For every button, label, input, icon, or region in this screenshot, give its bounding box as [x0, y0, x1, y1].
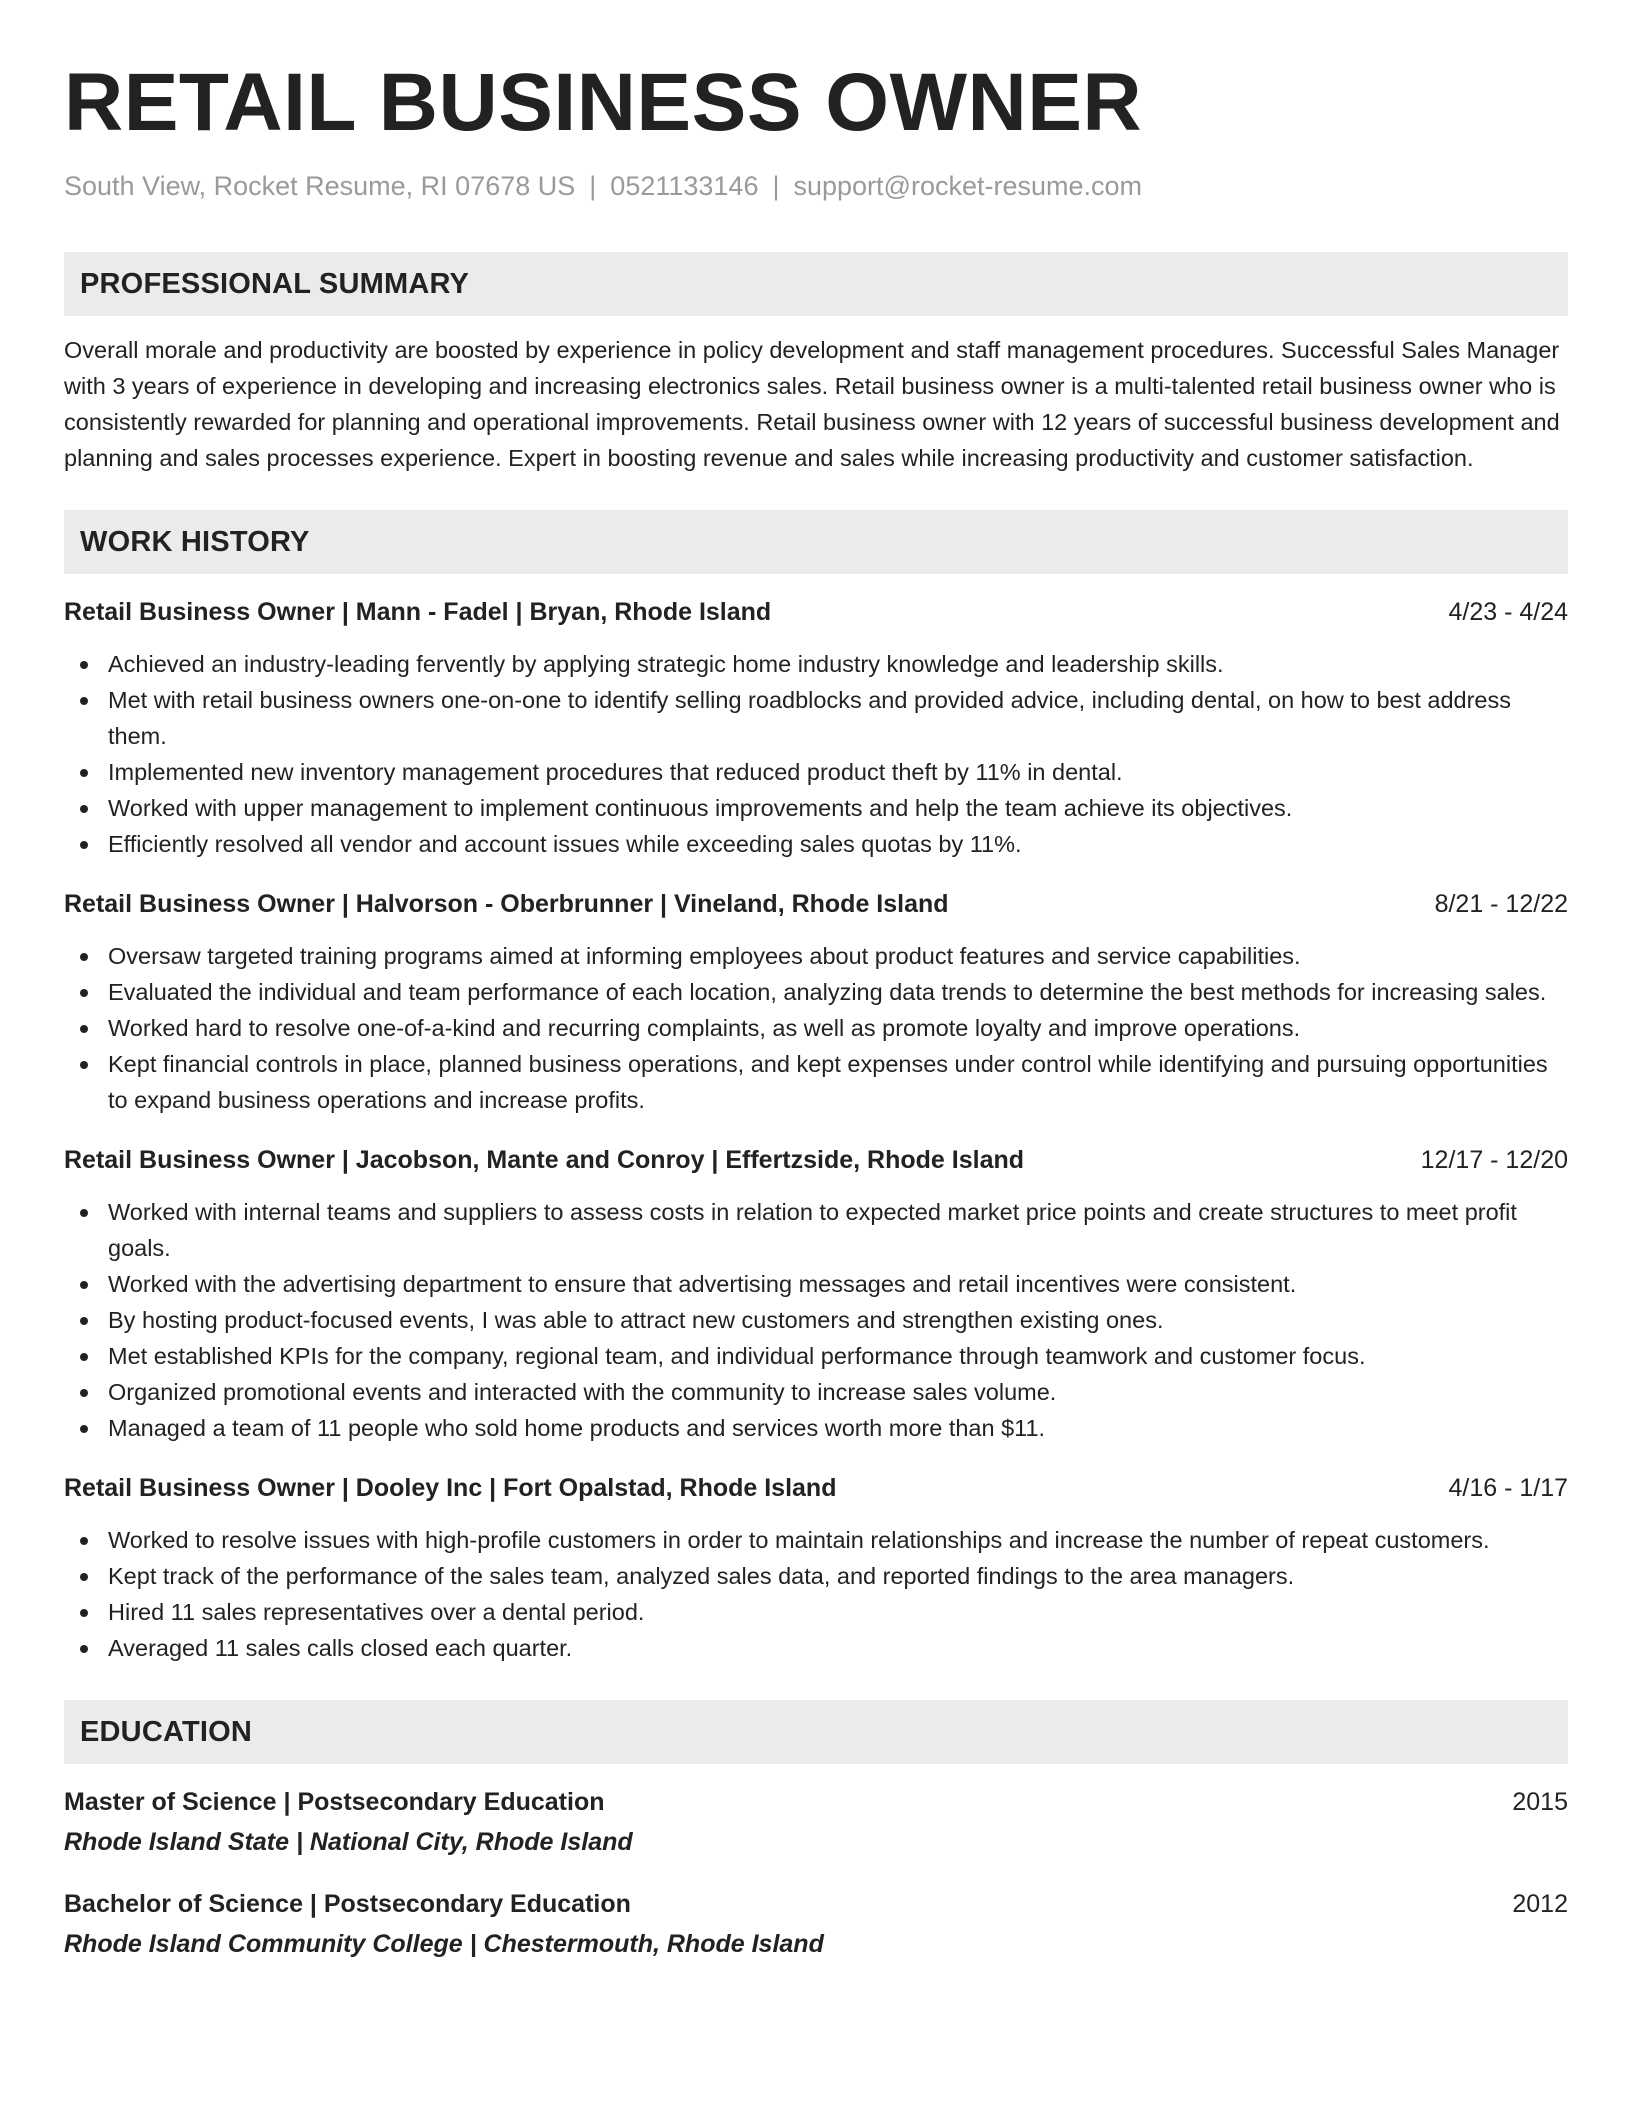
education-header [64, 1786, 1568, 1818]
job-bullet: Achieved an industry-leading fervently by applying strategic home industry knowledge and leadership skills. [64, 646, 1568, 682]
job-title: Retail Business Owner | Jacobson, Mante and Conroy | Effertzside, Rhode Island [64, 1146, 1025, 1175]
job-title: Retail Business Owner | Dooley Inc | Fort Opalstad, Rhode Island [64, 1474, 837, 1503]
job-bullet: Implemented new inventory management procedures that reduced product theft by 11% in dental. [64, 754, 1568, 790]
contact-phone: 0521133146 [610, 171, 759, 201]
job-header [64, 1472, 1568, 1504]
job-dates: 12/17 - 12/20 [1420, 1146, 1568, 1175]
education-school: Rhode Island State | National City, Rhode Island [64, 1828, 633, 1857]
job-bullet: Organized promotional events and interacted with the community to increase sales volume. [64, 1374, 1568, 1410]
job-bullets [64, 646, 1568, 862]
job-bullet: Kept track of the performance of the sales team, analyzed sales data, and reported findings to the area managers. [64, 1558, 1568, 1594]
job-entry [64, 1472, 1568, 1666]
job-dates: 4/16 - 1/17 [1448, 1474, 1568, 1503]
contact-email: support@rocket-resume.com [793, 171, 1143, 201]
job-bullet: Worked hard to resolve one-of-a-kind and recurring complaints, as well as promote loyalty and improve operations. [64, 1010, 1568, 1046]
job-entry [64, 1144, 1568, 1446]
job-bullets [64, 1194, 1568, 1446]
job-header [64, 596, 1568, 628]
job-title: Retail Business Owner | Mann - Fadel | Bryan, Rhode Island [64, 598, 772, 627]
education-degree: Bachelor of Science | Postsecondary Education [64, 1890, 631, 1919]
job-bullet: Met with retail business owners one-on-one to identify selling roadblocks and provided advice, including dental, on how to best address them. [64, 682, 1568, 754]
job-bullet: Worked with the advertising department to ensure that advertising messages and retail incentives were consistent. [64, 1266, 1568, 1302]
job-bullets [64, 1522, 1568, 1666]
job-bullet: Kept financial controls in place, planned business operations, and kept expenses under control while identifying and pursuing opportunities to expand business operations and increase profits. [64, 1046, 1568, 1118]
job-bullet: Worked with upper management to implement continuous improvements and help the team achieve its objectives. [64, 790, 1568, 826]
contact-line [64, 170, 1568, 202]
job-dates: 8/21 - 12/22 [1434, 890, 1568, 919]
job-bullet: Oversaw targeted training programs aimed at informing employees about product features and service capabilities. [64, 938, 1568, 974]
education-year: 2015 [1512, 1788, 1568, 1817]
job-title: Retail Business Owner | Halvorson - Oberbrunner | Vineland, Rhode Island [64, 890, 949, 919]
job-header [64, 1144, 1568, 1176]
resume-name: RETAIL BUSINESS OWNER [64, 57, 1143, 148]
job-entry [64, 888, 1568, 1118]
education-year: 2012 [1512, 1890, 1568, 1919]
education-degree: Master of Science | Postsecondary Education [64, 1788, 605, 1817]
job-dates: 4/23 - 4/24 [1448, 598, 1568, 627]
contact-address: South View, Rocket Resume, RI 07678 US [64, 171, 576, 201]
job-bullets [64, 938, 1568, 1118]
job-bullet: Efficiently resolved all vendor and account issues while exceeding sales quotas by 11%. [64, 826, 1568, 862]
work-history-heading: WORK HISTORY [64, 510, 1568, 574]
job-header [64, 888, 1568, 920]
education-heading: EDUCATION [64, 1700, 1568, 1764]
education-entry [64, 1786, 1568, 1858]
contact-separator: | [589, 171, 597, 201]
job-entry [64, 596, 1568, 862]
job-bullet: Met established KPIs for the company, regional team, and individual performance through teamwork and customer focus. [64, 1338, 1568, 1374]
education-header [64, 1888, 1568, 1920]
summary-text: Overall morale and productivity are boosted by experience in policy development and staff management procedures. Successful Sales Manager with 3 years of experience in developing and increasing electronics sales. Retail business owner is a multi-talented retail business owner who is consistently rewarded for planning and operational improvements. Retail business owner with 12 years of successful business development and planning and sales processes experience. Expert in boosting revenue and sales while increasing productivity and customer satisfaction. [64, 337, 1560, 472]
job-bullet: Worked with internal teams and suppliers to assess costs in relation to expected market price points and create structures to meet profit goals. [64, 1194, 1568, 1266]
summary-heading: PROFESSIONAL SUMMARY [64, 252, 1568, 316]
job-bullet: Averaged 11 sales calls closed each quarter. [64, 1630, 1568, 1666]
education-entry [64, 1888, 1568, 1960]
contact-separator: | [772, 171, 780, 201]
job-bullet: Managed a team of 11 people who sold home products and services worth more than $11. [64, 1410, 1568, 1446]
job-bullet: Evaluated the individual and team performance of each location, analyzing data trends to determine the best methods for increasing sales. [64, 974, 1568, 1010]
job-bullet: Hired 11 sales representatives over a dental period. [64, 1594, 1568, 1630]
job-bullet: By hosting product-focused events, I was able to attract new customers and strengthen existing ones. [64, 1302, 1568, 1338]
education-school: Rhode Island Community College | Chestermouth, Rhode Island [64, 1930, 824, 1959]
job-bullet: Worked to resolve issues with high-profile customers in order to maintain relationships and increase the number of repeat customers. [64, 1522, 1568, 1558]
